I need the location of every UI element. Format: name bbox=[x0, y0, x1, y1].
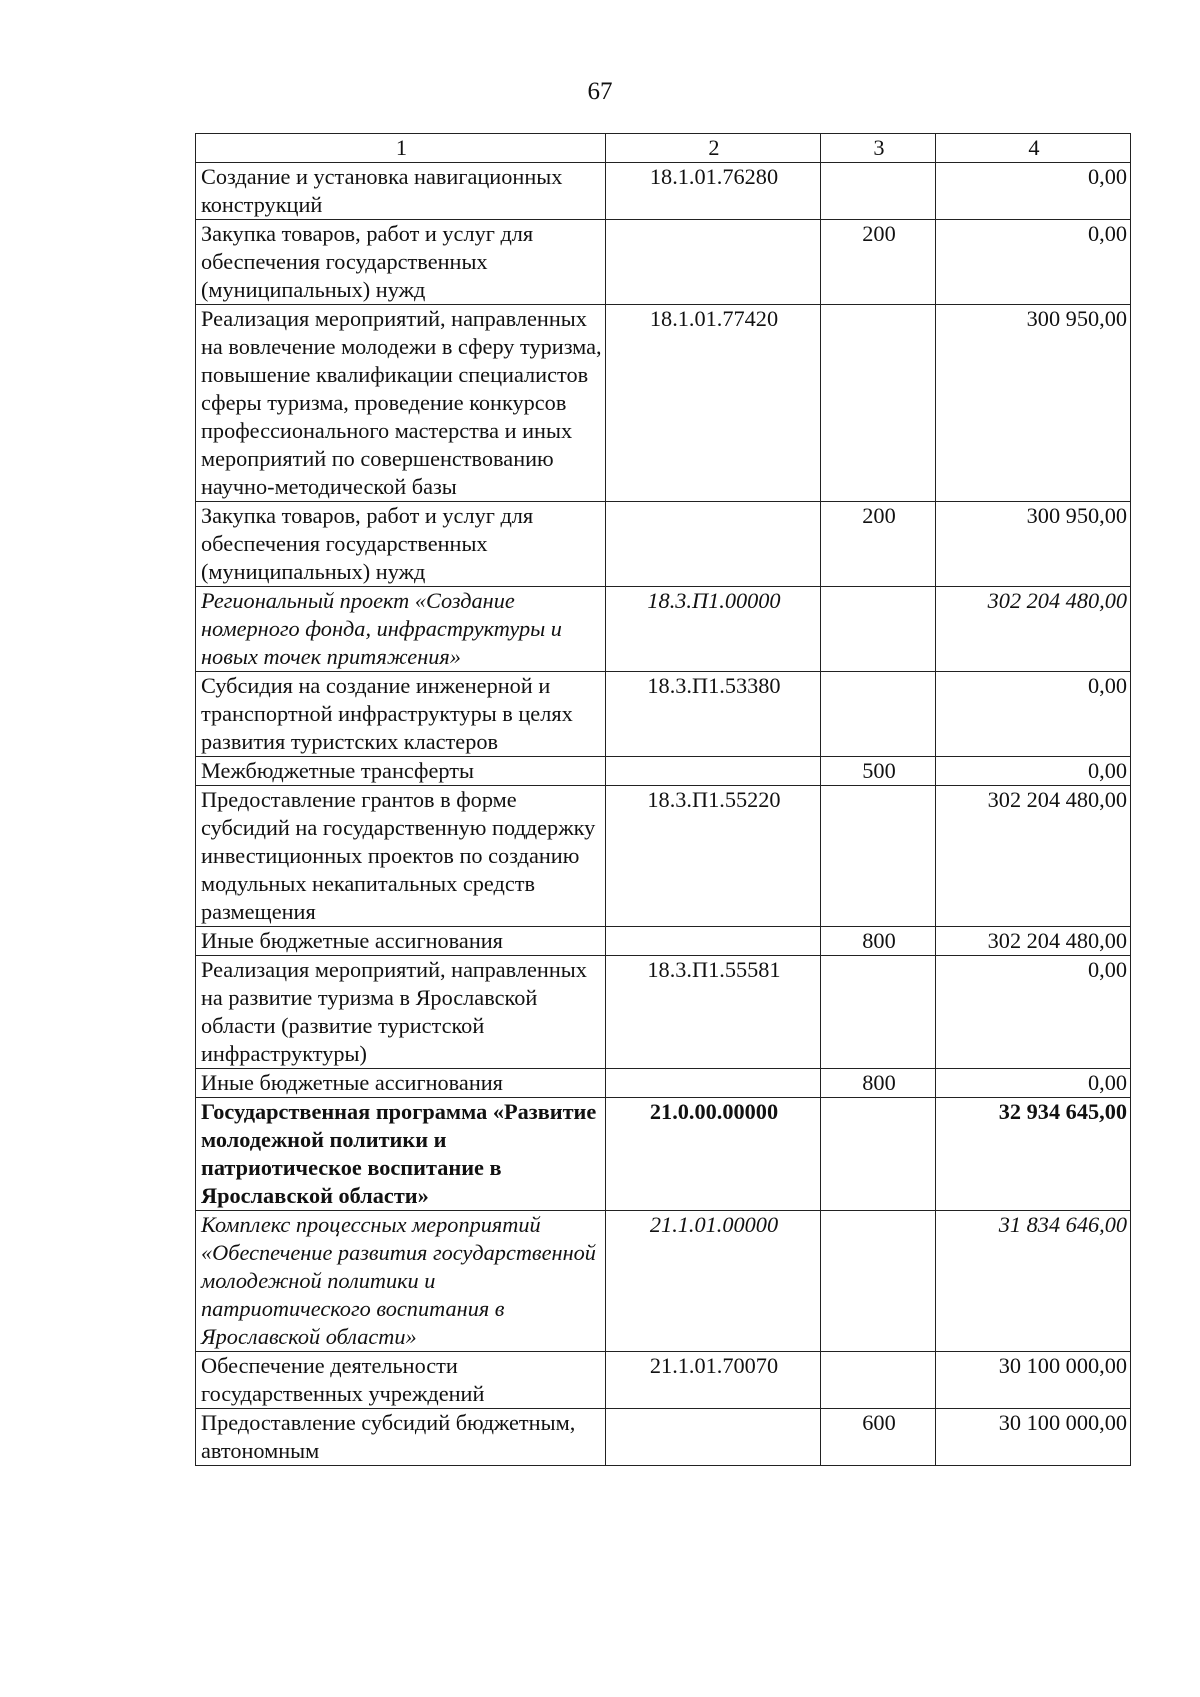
row-expense-type-cell: 500 bbox=[821, 757, 936, 786]
row-name-cell: Межбюджетные трансферты bbox=[196, 757, 606, 786]
row-expense-type-cell: 800 bbox=[821, 927, 936, 956]
row-amount-cell: 31 834 646,00 bbox=[936, 1211, 1131, 1352]
row-expense-type-cell: 200 bbox=[821, 220, 936, 305]
header-col-4: 4 bbox=[936, 134, 1131, 163]
row-expense-type-cell: 200 bbox=[821, 502, 936, 587]
row-amount-cell: 0,00 bbox=[936, 163, 1131, 220]
row-expense-type-cell: 800 bbox=[821, 1069, 936, 1098]
row-name-cell: Иные бюджетные ассигнования bbox=[196, 927, 606, 956]
table-row bbox=[196, 757, 1131, 786]
row-code-cell bbox=[606, 1069, 821, 1098]
table-row bbox=[196, 672, 1131, 757]
row-code-cell bbox=[606, 220, 821, 305]
row-amount-cell: 302 204 480,00 bbox=[936, 927, 1131, 956]
row-expense-type-cell bbox=[821, 163, 936, 220]
row-amount-cell: 300 950,00 bbox=[936, 502, 1131, 587]
table-row bbox=[196, 1098, 1131, 1211]
row-code-cell bbox=[606, 927, 821, 956]
row-code-cell: 18.3.П1.00000 bbox=[606, 587, 821, 672]
table-row bbox=[196, 163, 1131, 220]
row-expense-type-cell bbox=[821, 1352, 936, 1409]
row-name-cell: Государственная программа «Развитие молодежной политики и патриотическое воспитание в Ярославской области» bbox=[196, 1098, 606, 1211]
table-header-row bbox=[196, 134, 1131, 163]
row-expense-type-cell bbox=[821, 786, 936, 927]
row-amount-cell: 0,00 bbox=[936, 672, 1131, 757]
table-row bbox=[196, 305, 1131, 502]
row-code-cell: 18.3.П1.55581 bbox=[606, 956, 821, 1069]
header-col-1: 1 bbox=[196, 134, 606, 163]
row-code-cell: 18.3.П1.55220 bbox=[606, 786, 821, 927]
table-row bbox=[196, 220, 1131, 305]
row-name-cell: Обеспечение деятельности государственных учреждений bbox=[196, 1352, 606, 1409]
table-row bbox=[196, 956, 1131, 1069]
row-name-cell: Реализация мероприятий, направленных на вовлечение молодежи в сферу туризма, повышение квалификации специалистов сферы туризма, проведение конкурсов профессионального мастерства и иных мероприятий по совершенствованию научно-методической базы bbox=[196, 305, 606, 502]
row-code-cell: 18.1.01.77420 bbox=[606, 305, 821, 502]
table-row bbox=[196, 927, 1131, 956]
row-code-cell bbox=[606, 502, 821, 587]
budget-table bbox=[195, 133, 1131, 1466]
row-expense-type-cell bbox=[821, 305, 936, 502]
table-row bbox=[196, 502, 1131, 587]
row-name-cell: Реализация мероприятий, направленных на развитие туризма в Ярославской области (развитие туристской инфраструктуры) bbox=[196, 956, 606, 1069]
table-body bbox=[196, 163, 1131, 1466]
row-name-cell: Закупка товаров, работ и услуг для обеспечения государственных (муниципальных) нужд bbox=[196, 502, 606, 587]
row-code-cell: 21.1.01.70070 bbox=[606, 1352, 821, 1409]
row-expense-type-cell: 600 bbox=[821, 1409, 936, 1466]
page-number: 67 bbox=[587, 78, 613, 105]
table-row bbox=[196, 786, 1131, 927]
row-amount-cell: 30 100 000,00 bbox=[936, 1352, 1131, 1409]
row-expense-type-cell bbox=[821, 672, 936, 757]
row-name-cell: Предоставление субсидий бюджетным, автономным bbox=[196, 1409, 606, 1466]
row-expense-type-cell bbox=[821, 587, 936, 672]
row-name-cell: Региональный проект «Создание номерного фонда, инфраструктуры и новых точек притяжения» bbox=[196, 587, 606, 672]
row-expense-type-cell bbox=[821, 1211, 936, 1352]
row-name-cell: Комплекс процессных мероприятий «Обеспечение развития государственной молодежной политики и патриотического воспитания в Ярославской области» bbox=[196, 1211, 606, 1352]
row-expense-type-cell bbox=[821, 1098, 936, 1211]
row-name-cell: Создание и установка навигационных конструкций bbox=[196, 163, 606, 220]
row-amount-cell: 0,00 bbox=[936, 757, 1131, 786]
row-amount-cell: 0,00 bbox=[936, 956, 1131, 1069]
table-row bbox=[196, 587, 1131, 672]
row-amount-cell: 302 204 480,00 bbox=[936, 786, 1131, 927]
header-col-2: 2 bbox=[606, 134, 821, 163]
row-code-cell bbox=[606, 757, 821, 786]
row-code-cell: 18.3.П1.53380 bbox=[606, 672, 821, 757]
row-name-cell: Закупка товаров, работ и услуг для обеспечения государственных (муниципальных) нужд bbox=[196, 220, 606, 305]
row-expense-type-cell bbox=[821, 956, 936, 1069]
row-amount-cell: 300 950,00 bbox=[936, 305, 1131, 502]
row-code-cell: 21.1.01.00000 bbox=[606, 1211, 821, 1352]
row-amount-cell: 0,00 bbox=[936, 220, 1131, 305]
table-row bbox=[196, 1069, 1131, 1098]
row-amount-cell: 30 100 000,00 bbox=[936, 1409, 1131, 1466]
row-amount-cell: 302 204 480,00 bbox=[936, 587, 1131, 672]
row-code-cell bbox=[606, 1409, 821, 1466]
table-row bbox=[196, 1409, 1131, 1466]
row-code-cell: 21.0.00.00000 bbox=[606, 1098, 821, 1211]
row-name-cell: Иные бюджетные ассигнования bbox=[196, 1069, 606, 1098]
row-code-cell: 18.1.01.76280 bbox=[606, 163, 821, 220]
row-name-cell: Субсидия на создание инженерной и транспортной инфраструктуры в целях развития туристских кластеров bbox=[196, 672, 606, 757]
table-row bbox=[196, 1211, 1131, 1352]
header-col-3: 3 bbox=[821, 134, 936, 163]
row-name-cell: Предоставление грантов в форме субсидий на государственную поддержку инвестиционных проектов по созданию модульных некапитальных средств размещения bbox=[196, 786, 606, 927]
row-amount-cell: 32 934 645,00 bbox=[936, 1098, 1131, 1211]
table-row bbox=[196, 1352, 1131, 1409]
row-amount-cell: 0,00 bbox=[936, 1069, 1131, 1098]
